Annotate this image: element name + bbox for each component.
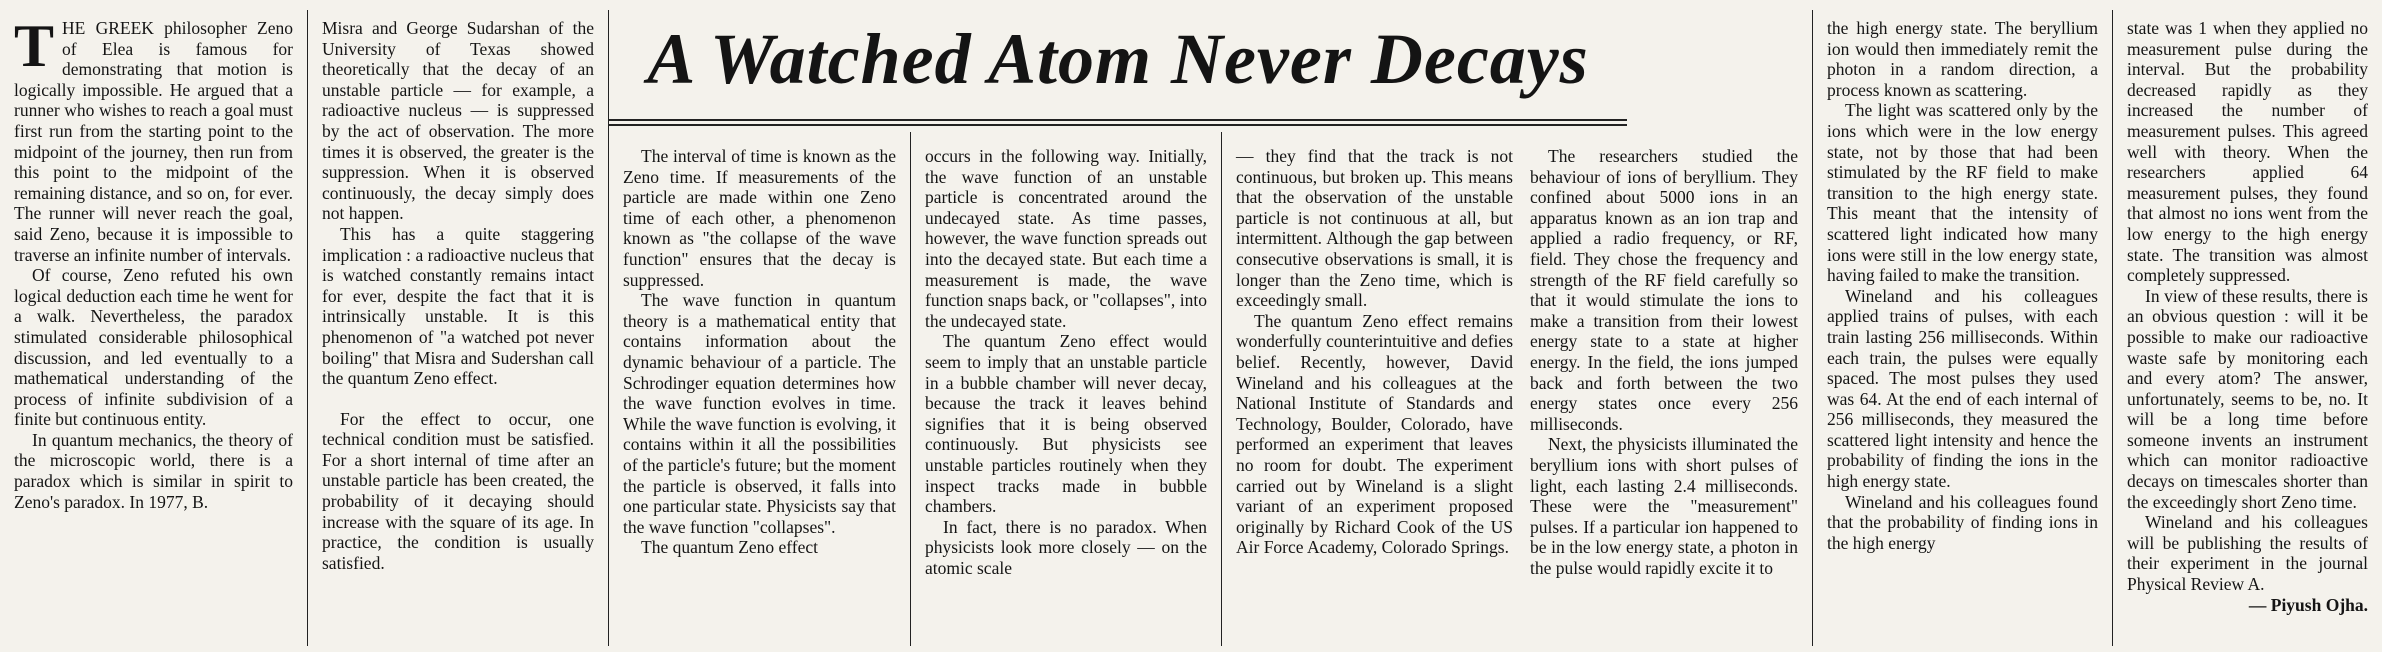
column-1 [0,0,307,652]
headline: A Watched Atom Never Decays [647,18,1589,99]
paragraph: This has a quite staggering implication : a radioactive nucleus that is watched constantly remains intact for ever, despite the fact that it is intrinsically unstable. It is this phenomenon of "a watched pot never boiling" that Misra and Sudershan call the quantum Zeno effect. [322,223,594,389]
paragraph: Wineland and his colleagues found that the probability of finding ions in the high energy [1827,491,2098,553]
paragraph: state was 1 when they applied no measurement pulse during the interval. But the probability decreased rapidly as they increased the number of measurement pulses. This agreed well with theory. When the researchers applied 64 measurement pulses, they found that almost no ions went from the low energy to the high energy state. The transition was almost completely suppressed. [2127,18,2368,286]
paragraph: the high energy state. The beryllium ion would then immediately remit the photon in a random direction, a process known as scattering. [1827,18,2098,100]
byline: — Piyush Ojha. [2248,594,2368,615]
paragraph: The wave function in quantum theory is a mathematical entity that contains information about the dynamic behaviour of a particle. The Schrodinger equation determines how the wave function evolves in time. While the wave function is evolving, it contains within it all the possibilities of the particle's future; but the moment the particle is observed, it falls into one particular state. Physicists say that the wave function "collapses". [623,290,896,537]
headline-box [609,0,1627,118]
paragraph: The quantum Zeno effect remains wonderfully counterintuitive and defies belief. Recently, however, David Wineland and his colleagues at the National Institute of Standards and Technology, Boulder, Colorado, have performed an experiment that leaves no room for doubt. The experiment carried out by Wineland is a slight variant of an experiment proposed originally by Richard Cook of the US Air Force Academy, Colorado Springs. [1236,310,1513,558]
paragraph: In quantum mechanics, the theory of the microscopic world, there is a paradox which is similar in spirit to Zeno's paradox. In 1977, B. [14,429,293,512]
column-6 [1516,128,1812,652]
paragraph: occurs in the following way. Initially, the wave function of an unstable particle is concentrated around the undecayed state. As time passes, however, the wave function spreads out into the decayed state. But each time a measurement is made, the wave function snaps back, or "collapses", into the undecayed state. [925,146,1207,331]
paragraph: Of course, Zeno refuted his own logical deduction each time he went for a walk. Nevertheless, the paradox stimulated considerable philosophical discussion, and led eventually to a mathematical understanding of the process of infinite subdivision of a finite but continuous entity. [14,265,293,430]
paragraph: The interval of time is known as the Zeno time. If measurements of the particle are made within one Zeno time of each other, a phenomenon known as "the collapse of the wave function" ensures that the decay is suppressed. [623,146,896,290]
column-8 [2113,0,2382,652]
paragraph: Next, the physicists illuminated the beryllium ions with short pulses of light, each lasting 2.4 milliseconds. These were the "measurement" pulses. If a particular ion happened to be in the low energy state, a photon in the pulse would rapidly excite it to [1530,434,1798,578]
drop-cap: T [14,13,55,79]
paragraph: In fact, there is no paradox. When physicists look more closely — on the atomic scale [925,516,1207,578]
paragraph: Misra and George Sudarshan of the University of Texas showed theoretically that the decay of an unstable particle — for example, a radioactive nucleus — is suppressed by the act of observation. The more times it is observed, the greater is the suppression. When it is observed continuously, the decay simply does not happen. [322,18,594,224]
column-5 [1222,128,1527,652]
paragraph: The quantum Zeno effect [641,537,819,558]
column-7 [1813,0,2112,652]
paragraph: The quantum Zeno effect would seem to imply that an unstable particle in a bubble chamber will never decay, because the track it leaves behind signifies that it is being observed continuously. But physicists see unstable particles routinely when they inspect tracks made in bubble chambers. [925,331,1207,517]
paragraph: THE GREEK philosopher Zeno of Elea is famous for demonstrating that motion is logically impossible. He argued that a runner who wishes to reach a goal must first run from the starting point to the midpoint of the journey, then run from this point to the midpoint of the remaining distance, and so on, for ever. The runner will never reach the goal, said Zeno, because it is impossible to traverse an infinite number of intervals. [14,13,293,265]
paragraph: — they find that the track is not continuous, but broken up. This means that the observation of the unstable particle is not continuous at all, but intermittent. Although the gap between consecutive observations is small, it is longer than the Zeno time, which is exceedingly small. [1236,146,1513,311]
paragraph: Wineland and his colleagues will be publishing the results of their experiment in the journal Physical Review A. [2127,512,2368,595]
headline-rule [609,124,1627,126]
column-4 [911,128,1221,652]
paragraph: The researchers studied the behaviour of ions of beryllium. They confined about 5000 ions in an apparatus known as an ion trap and applied a radio frequency, or RF, field. They chose the frequency and strength of the RF field carefully so that it would stimulate the ions to make a transition from their lowest energy state to a state at higher energy. In the field, the ions jumped back and forth between the two energy states once every 256 milliseconds. [1530,146,1798,434]
paragraph: In view of these results, there is an obvious question : will it be possible to make our radioactive waste safe by monitoring each and every atom? The answer, unfortunately, seems to be, no. It will be a long time before someone invents an instrument which can monitor radioactive decays on timescales shorter than the exceedingly short Zeno time. [2127,285,2368,512]
paragraph: Wineland and his colleagues applied trains of pulses, with each train lasting 256 milliseconds. Within each train, the pulses were equally spaced. The most pulses they used was 64. At the end of each internal of 256 milliseconds, they measured the scattered light intensity and hence the probability of finding the ions in the high energy state. [1827,285,2098,492]
column-2 [308,0,608,652]
paragraph: The light was scattered only by the ions which were in the low energy state, not by those that had been stimulated by the RF field to make transition to the high energy state. This meant that the intensity of scattered light indicated how many ions were still in the low energy state, having failed to make the transition. [1827,100,2098,286]
column-3 [609,128,910,652]
headline-rule [609,119,1627,121]
paragraph: For the effect to occur, one technical condition must be satisfied. For a short internal of time after an unstable particle has been created, the probability of it decaying should increase with the square of its age. In practice, the condition is usually satisfied. [322,408,594,573]
